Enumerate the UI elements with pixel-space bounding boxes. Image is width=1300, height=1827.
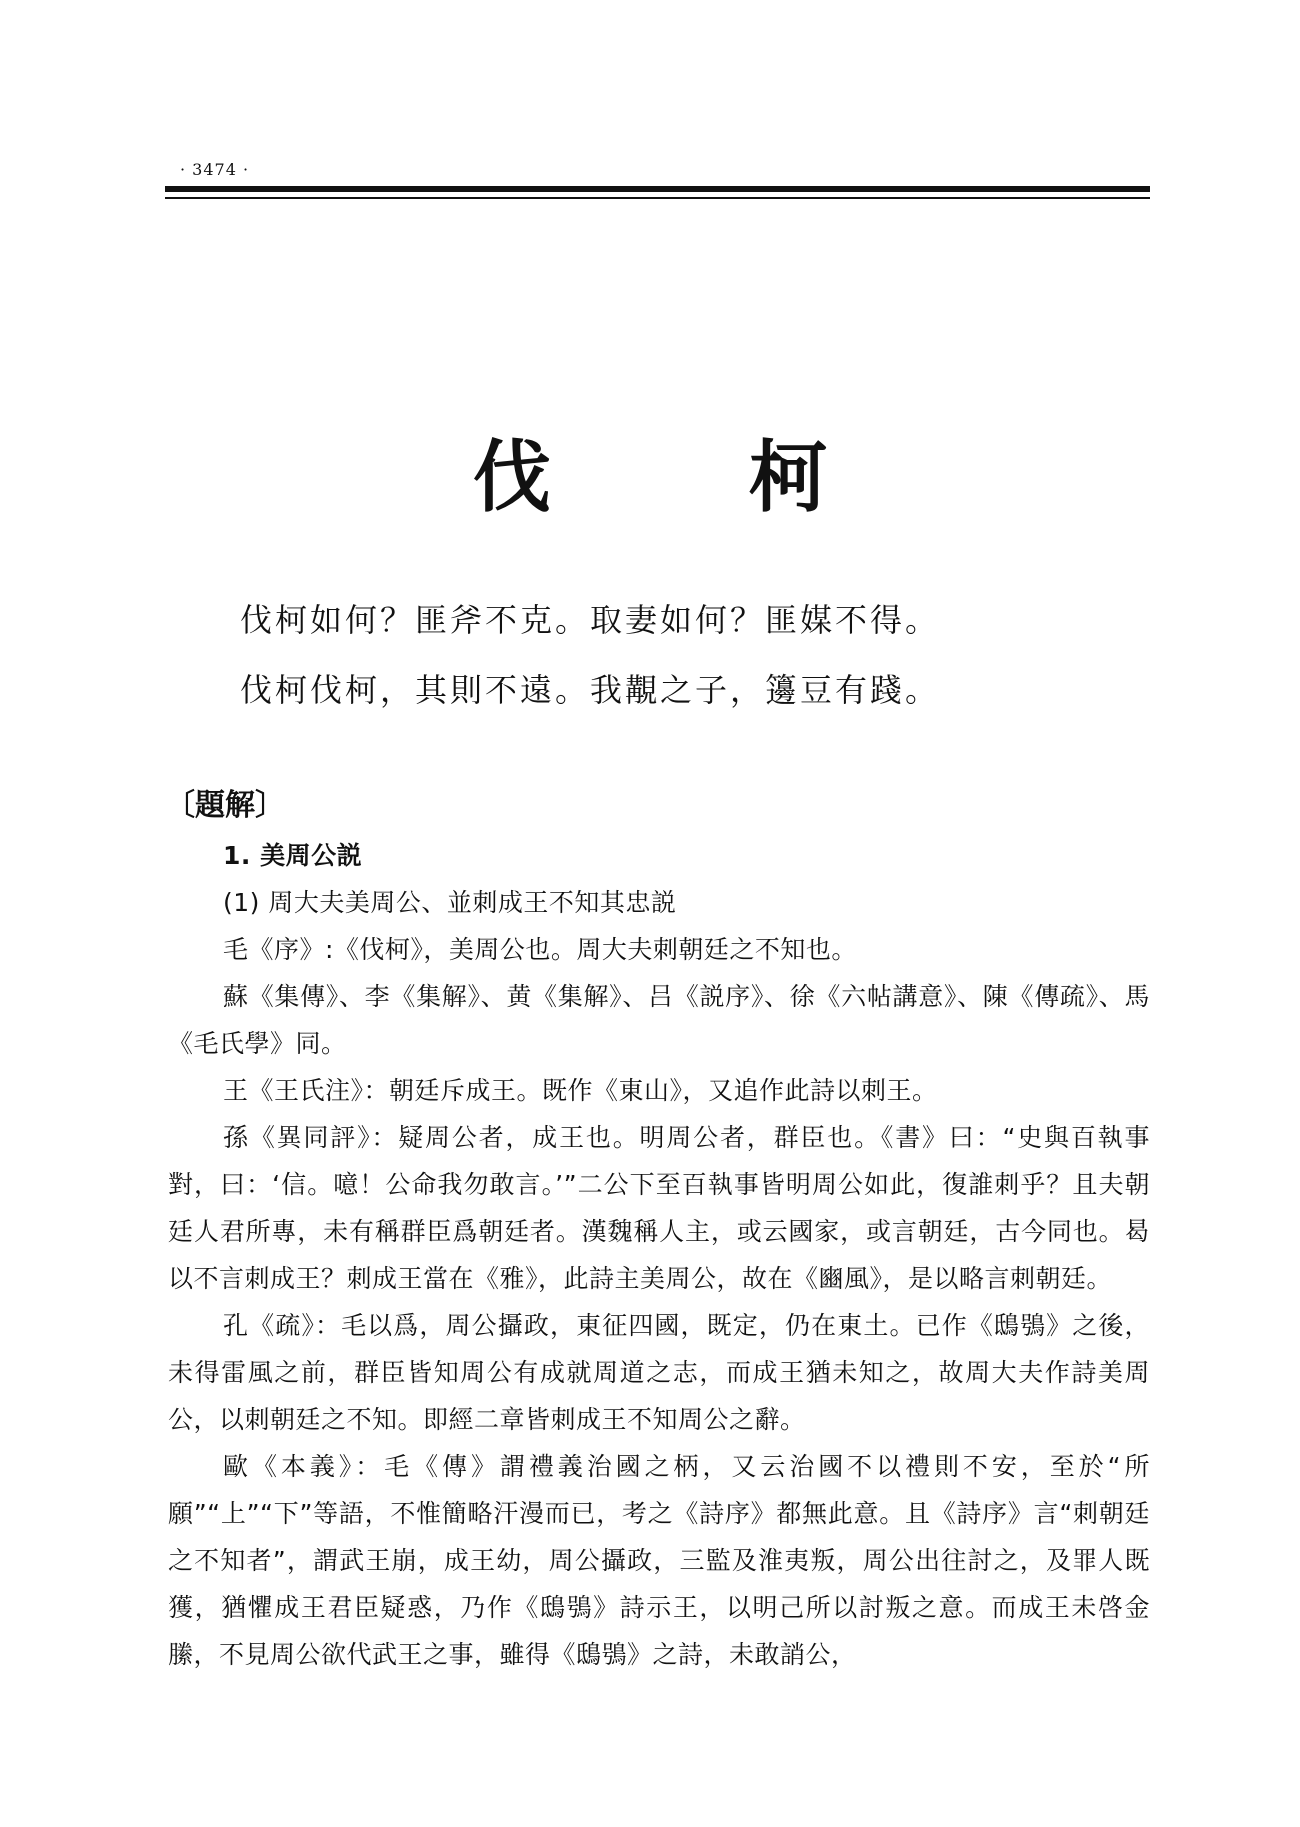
paragraph: 王《王氏注》：朝廷斥成王。既作《東山》，又追作此詩以刺王。 [223,1076,938,1105]
paragraph: 蘇《集傳》、李《集解》、黄《集解》、吕《説序》、徐《六帖講意》、陳《傳疏》、馬《毛氏學》同。 [168,982,1150,1058]
section-heading: 〔題解〕 [165,788,285,823]
paragraph: 孔《疏》：毛以爲，周公攝政，東征四國，既定，仍在東土。已作《鴟鴞》之後，未得雷風之前，群臣皆知周公有成就周道之志，而成王猶未知之，故周大夫作詩美周公，以刺朝廷之不知。即經二章皆刺成王不知周公之辭。 [168,1311,1150,1434]
subheading-1-1: (1) 周大夫美周公、並刺成王不知其忠説 [223,888,677,917]
subheading-1: 1. 美周公説 [223,841,363,870]
paragraph: 歐《本義》：毛《傳》謂禮義治國之柄，又云治國不以禮則不安，至於“所願”“上”“下”等語，不惟簡略汗漫而已，考之《詩序》都無此意。且《詩序》言“刺朝廷之不知者”，謂武王崩，成王幼，周公攝政，三監及淮夷叛，周公出往討之，及罪人既獲，猶懼成王君臣疑惑，乃作《鴟鴞》詩示王，以明己所以討叛之意。而成王未啓金縢，不見周公欲代武王之事，雖得《鴟鴞》之詩，未敢誚公， [168,1452,1150,1669]
paragraph: 孫《異同評》：疑周公者，成王也。明周公者，群臣也。《書》曰：“史與百執事對，曰：‘信。噫！公命我勿敢言。’”二公下至百執事皆明周公如此，復誰刺乎？且夫朝廷人君所專，未有稱群臣爲朝廷者。漢魏稱人主，或云國家，或言朝廷，古今同也。曷以不言刺成王？刺成王當在《雅》，此詩主美周公，故在《豳風》，是以略言刺朝廷。 [168,1123,1150,1293]
poem-line-1: 伐柯如何？匪斧不克。取妻如何？匪媒不得。 [240,601,941,639]
body-text [168,832,1150,1678]
header-rule-thin [165,197,1150,199]
page-number: · 3474 · [180,160,250,179]
poem-line-2: 伐柯伐柯，其則不遠。我覯之子，籩豆有踐。 [240,671,941,709]
paragraph: 毛《序》:《伐柯》，美周公也。周大夫刺朝廷之不知也。 [223,935,857,964]
page-title: 伐 柯 [472,432,887,523]
header-rule-thick [165,186,1150,192]
poem [240,585,1140,725]
